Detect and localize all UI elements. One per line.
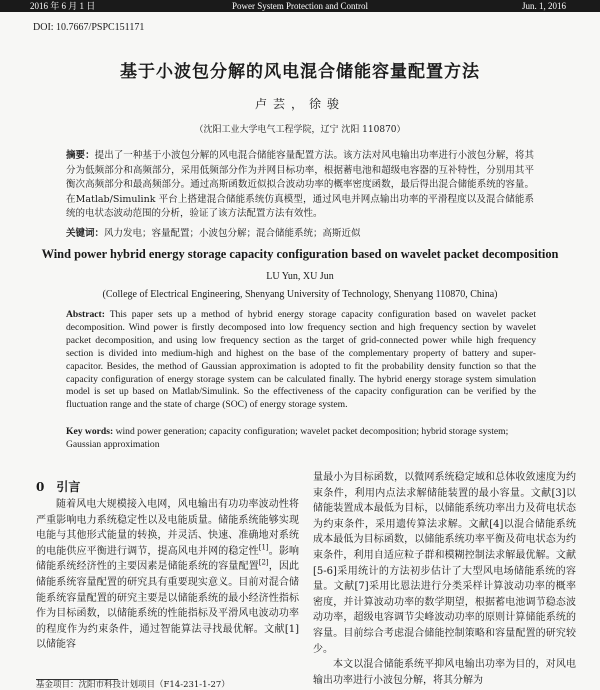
affiliation-en: (College of Electrical Engineering, Shenyang University of Technology, Shenyang 110870, China)	[102, 289, 498, 300]
keywords-en-label: Key words:	[66, 426, 114, 437]
authors-cn: 卢芸，徐骏	[254, 97, 345, 111]
header-date-cn: 2016 年 6 月 1 日	[30, 1, 96, 11]
body-right-paragraph-1: 量最小为目标函数，以微网系统稳定域和总体收敛速度为约束条件，利用内点法求解储能装置的最小容量。文献[3]以储能装置成本最低为目标，以储能系统功率出力及荷电状态为约束条件，采用遗传算法求解。文献[4]以混合储能系统成本最低为目标函数，以储能系统功率平衡及荷电状态为约束条件，利用自适应粒子群和模糊控制法求解最优解。文献[5-6]采用统计的方法初步估计了大型风电场储能系统的容量。文献[7]采用比恩法进行分类采样计算波动功率的概率密度，并计算波动功率的数学期望，根据蓄电池调节稳态波动功率，超级电容调节尖峰波动功率的原则计算储能系统的容量。目前综合考虑混合储能控制策略和容量配置的研究较少。	[313, 472, 576, 655]
keywords-en-text: wind power generation; capacity configuration; wavelet packet decomposition; hybrid storage system; Gaussian approximation	[66, 426, 509, 450]
authors-en: LU Yun, XU Jun	[266, 271, 334, 282]
abstract-en	[66, 309, 536, 412]
abstract-en-label: Abstract:	[66, 309, 105, 320]
abstract-cn	[66, 149, 534, 222]
body-left-text-c: ，因此储能系统容量配置的研究具有重要现实意义。目前对混合储能系统容量配置的研究主要是以储能系统的最小经济性指标作为目标函数，以储能系统的性能指标及平滑风电波动功率的程度作为约束条件，通过智能算法寻找最优解。文献[1]以储能容	[36, 561, 300, 651]
header-date-en: Jun. 1, 2016	[521, 1, 566, 11]
abstract-cn-text: 提出了一种基于小波包分解的风电混合储能容量配置方法。该方法对风电输出功率进行小波包分解，将其分为低频部分和高频部分，采用低频部分作为并网目标功率，根据蓄电池和超级电容器的互补特性，分别用其平衡次高频部分和最高频部分。通过高斯函数近似拟合波动功率的概率密度函数，最后得出混合储能系统的容量。在Matlab/Simulink 平台上搭建混合储能系统仿真模型，通过风电并网点输出功率的平滑程度以及混合储能系统的电状态波动范围的分析，验证了该方法配置方法有效性。	[66, 150, 534, 220]
journal-header-bar	[0, 0, 600, 12]
abstract-en-text: This paper sets up a method of hybrid energy storage capacity configuration based on wavelet packet decomposition. Wind power is firstly decomposed into low frequency section and high frequency section by wavelet packet decomposition, and using low frequency section as the target of grid-connected power while high frequency section is divided into medium-high and highest on the base of the complementary property of battery and super-capacitor. Besides, the method of Gaussian approximation is adopted to fit the probability density function so that the capacity configuration of energy storage system can be calculated finally. The hybrid energy storage system simulation model is set up based on Matlab/Simulink. So the effectiveness of the capacity configuration can be verified by the fluctuation range and the state of charge (SOC) of energy storage system.	[66, 309, 536, 411]
paper-title-cn: 基于小波包分解的风电混合储能容量配置方法	[120, 62, 480, 82]
section-number: 0	[36, 480, 45, 494]
citation-ref: [2]	[258, 559, 269, 568]
doi: DOI: 10.7667/PSPC151171	[33, 22, 145, 33]
header-journal-name: Power System Protection and Control	[232, 1, 368, 11]
section-title: 引言	[56, 480, 81, 494]
body-right-paragraph-2: 本文以混合储能系统平抑风电输出功率为目的，对风电输出功率进行小波包分解，将其分解为	[313, 659, 576, 686]
abstract-cn-label: 摘要：	[66, 150, 95, 161]
section-heading	[36, 478, 80, 495]
affiliation-cn: （沈阳工业大学电气工程学院，辽宁 沈阳 110870）	[194, 125, 406, 135]
body-left-text-b: 。影响储能系统经济性的主要因素是储能系统的容量配置	[36, 545, 300, 573]
keywords-cn-text: 风力发电；容量配置；小波包分解；混合储能系统；高斯近似	[104, 228, 361, 239]
keywords-en	[66, 425, 536, 451]
paper-title-en: Wind power hybrid energy storage capacity configuration based on wavelet packet decomposition	[41, 247, 559, 261]
body-left-text-a: 随着风电大规模接入电网，风电输出有功功率波动性将严重影响电力系统稳定性以及电能质量。储能系统能够实现电能与其他形式能量的转换，并灵活、快速、准确地对系统的电能供应平衡进行调节，提高风电并网的稳定性	[36, 499, 299, 557]
body-column-left	[36, 497, 299, 653]
citation-ref: [1]	[258, 543, 269, 552]
footnote-funding: 基金项目：沈阳市科技计划项目（F14-231-1-27）	[36, 680, 230, 690]
keywords-cn	[66, 225, 534, 239]
keywords-cn-label: 关键词：	[66, 228, 105, 239]
body-column-right	[313, 470, 576, 688]
